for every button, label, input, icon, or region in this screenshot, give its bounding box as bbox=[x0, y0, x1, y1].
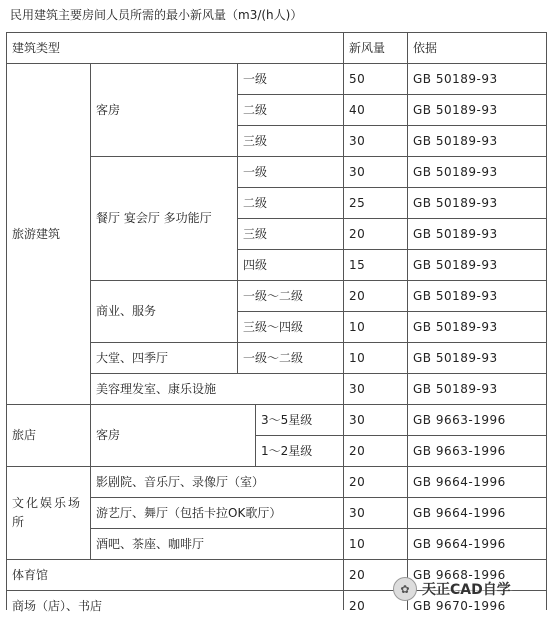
category-tourism: 旅游建筑 bbox=[12, 226, 61, 241]
basis-value: GB 9663-1996 bbox=[413, 412, 506, 427]
table-border-right bbox=[546, 32, 547, 610]
fresh-air-value: 20 bbox=[349, 226, 366, 241]
grade-cell: 四级 bbox=[243, 257, 268, 272]
fresh-air-value: 30 bbox=[349, 381, 366, 396]
basis-value: GB 50189-93 bbox=[413, 350, 498, 365]
basis-value: GB 50189-93 bbox=[413, 226, 498, 241]
grade-cell: 三级～四级 bbox=[243, 319, 304, 334]
fresh-air-value: 30 bbox=[349, 133, 366, 148]
subcategory-arcade: 游艺厅、舞厅（包括卡拉OK歌厅） bbox=[96, 505, 282, 520]
basis-value: GB 9670-1996 bbox=[413, 598, 506, 613]
watermark-text: 天正CAD自学 bbox=[422, 582, 511, 598]
fresh-air-value: 20 bbox=[349, 598, 366, 613]
category-gym: 体育馆 bbox=[12, 567, 49, 582]
fresh-air-value: 20 bbox=[349, 443, 366, 458]
grade-cell: 一级～二级 bbox=[243, 350, 304, 365]
category-culture: 文化娱乐场所 bbox=[12, 496, 83, 529]
grade-cell: 一级 bbox=[243, 71, 268, 86]
fresh-air-value: 20 bbox=[349, 474, 366, 489]
subcategory-hotel-room: 客房 bbox=[96, 428, 121, 442]
grade-cell: 三级 bbox=[243, 133, 268, 148]
header-fresh-air: 新风量 bbox=[349, 40, 386, 55]
fresh-air-value: 30 bbox=[349, 505, 366, 520]
basis-value: GB 50189-93 bbox=[413, 381, 498, 396]
grade-cell: 二级 bbox=[243, 195, 268, 210]
subcategory-commerce: 商业、服务 bbox=[96, 304, 157, 318]
fresh-air-value: 25 bbox=[349, 195, 366, 210]
grade-cell: 一级～二级 bbox=[243, 288, 304, 303]
basis-value: GB 9664-1996 bbox=[413, 474, 506, 489]
watermark bbox=[393, 577, 511, 601]
basis-value: GB 50189-93 bbox=[413, 133, 498, 148]
table-title: 民用建筑主要房间人员所需的最小新风量（m3/(h人)） bbox=[10, 8, 303, 22]
basis-value: GB 9664-1996 bbox=[413, 505, 506, 520]
header-type: 建筑类型 bbox=[12, 40, 61, 55]
fresh-air-value: 40 bbox=[349, 102, 366, 117]
fresh-air-value: 20 bbox=[349, 288, 366, 303]
fresh-air-value: 15 bbox=[349, 257, 366, 272]
basis-value: GB 50189-93 bbox=[413, 257, 498, 272]
basis-value: GB 50189-93 bbox=[413, 319, 498, 334]
subcategory-beauty: 美容理发室、康乐设施 bbox=[96, 381, 217, 396]
basis-value: GB 50189-93 bbox=[413, 71, 498, 86]
subcategory-restaurant: 餐厅 宴会厅 多功能厅 bbox=[96, 211, 212, 225]
grade-cell: 3～5星级 bbox=[261, 412, 313, 427]
subcategory-bar: 酒吧、茶座、咖啡厅 bbox=[96, 536, 205, 551]
header-basis: 依据 bbox=[413, 40, 438, 55]
fresh-air-value: 10 bbox=[349, 350, 366, 365]
subcategory-guest-room: 客房 bbox=[96, 102, 121, 117]
fresh-air-value: 10 bbox=[349, 536, 366, 551]
grade-cell: 一级 bbox=[243, 164, 268, 179]
basis-value: GB 9668-1996 bbox=[413, 567, 506, 582]
fresh-air-value: 20 bbox=[349, 567, 366, 582]
category-shop: 商场（店）、书店 bbox=[12, 598, 103, 613]
basis-value: GB 50189-93 bbox=[413, 288, 498, 303]
subcategory-cinema: 影剧院、音乐厅、录像厅（室） bbox=[96, 474, 265, 489]
basis-value: GB 50189-93 bbox=[413, 195, 498, 210]
basis-value: GB 9663-1996 bbox=[413, 443, 506, 458]
fresh-air-value: 50 bbox=[349, 71, 366, 86]
basis-value: GB 50189-93 bbox=[413, 102, 498, 117]
basis-value: GB 9664-1996 bbox=[413, 536, 506, 551]
fresh-air-value: 30 bbox=[349, 164, 366, 179]
grade-cell: 1～2星级 bbox=[261, 443, 313, 458]
watermark-logo-icon: ✿ bbox=[393, 577, 417, 601]
grade-cell: 三级 bbox=[243, 226, 268, 241]
basis-value: GB 50189-93 bbox=[413, 164, 498, 179]
fresh-air-value: 10 bbox=[349, 319, 366, 334]
subcategory-lobby: 大堂、四季厅 bbox=[96, 350, 169, 365]
grade-cell: 二级 bbox=[243, 102, 268, 117]
fresh-air-value: 30 bbox=[349, 412, 366, 427]
category-hotel: 旅店 bbox=[12, 428, 37, 442]
